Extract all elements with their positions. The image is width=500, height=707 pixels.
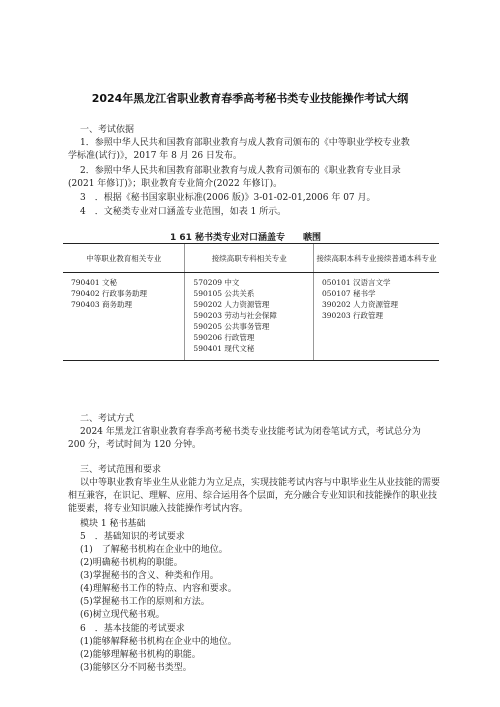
list-item: (5)掌握秘书工作的原则和方法。 [80,597,210,607]
list-item: (1) 了解秘书机构在企业中的地位。 [80,545,228,555]
section-1-heading: 一、考试依据 [80,125,135,135]
vocational-college-column [185,273,314,361]
list-item: (3)能够区分不同秘书类型。 [80,663,192,673]
list-item: 590401 现代文秘 [193,344,255,353]
basis-item-1-cont: 学标准(试行)》，2017 年 8 月 26 日发布。 [68,151,242,161]
header-undergraduate: 接续高职本科专业接续普通本科专业 [314,244,439,273]
list-item: (3)掌握秘书的含义、种类和作用。 [80,571,219,581]
list-item: (2)明确秘书机构的职能。 [80,558,183,568]
undergraduate-column [314,273,439,361]
list-item: 390203 行政管理 [322,311,384,320]
list-item: 790402 行政事务助理 [71,289,148,298]
list-item: 390202 人力资源管理 [322,300,399,309]
basis-item-3: 3 ．根据《秘书国家职业标准(2006 版)》3-01-02-01,2006 年 07 月。 [80,193,376,203]
list-item: (6)树立现代秘书观。 [80,610,165,620]
skill-requirements-heading: 6 ．基本技能的考试要求 [80,624,185,634]
list-item: 050101 汉语言文学 [322,278,391,287]
section-3-text: 以中等职业教育毕业生从业能力为立足点，实现技能考试内容与中职毕业生从业技能的需要相互兼容，在识记、理解、应用、综合运用各个层面，充分融合专业知识和技能操作的职业技能要素，将专业知识融入技能操作考试内容。 [68,478,441,514]
basis-item-2-cont: (2021 年修订)》；职业教育专业简介(2022 年修订)。 [68,179,283,189]
table-row [63,273,439,361]
list-item: (2)能够理解秘书机构的职能。 [80,650,201,660]
list-item: 790401 文秘 [71,278,118,287]
section-2-heading: 二、考试方式 [80,414,135,424]
section-3-heading: 三、考试范围和要求 [80,465,162,475]
basis-item-4: 4 ．文秘类专业对口涵盖专业范围，如表 1 所示。 [80,207,287,217]
document-title: 2024年黑龙江省职业教育春季高考秘书类专业技能操作考试大纲 [91,92,409,105]
list-item: 570209 中文 [193,278,240,287]
list-item: (4)理解秘书工作的特点、内容和要求。 [80,584,237,594]
header-vocational-college: 接续高职专科相关专业 [185,244,314,273]
list-item: 050107 秘书学 [322,289,376,298]
knowledge-requirements-heading: 5 ．基础知识的考试要求 [80,532,185,542]
list-item: 790403 商务助理 [71,300,133,309]
basis-item-1: 1．参照中华人民共和国教育部职业教育与成人教育司颁布的《中等职业学校专业教 [80,138,410,148]
table-caption: 1 61 秘书类专业对口涵盖专 嗾围 [170,233,322,243]
list-item: 590202 人力资源管理 [193,300,270,309]
header-secondary: 中等职业教育相关专业 [63,244,185,273]
section-2-text: 2024 年黑龙江省职业教育春季高考秘书类专业技能考试为闭卷笔试方式，考试总分为 200 分，考试时间为 120 分钟。 [68,427,421,450]
module-1-heading: 模块 1 秘书基础 [80,519,146,529]
list-item: 590205 公共事务管理 [193,322,270,331]
secondary-column [63,273,185,361]
basis-item-2: 2．参照中华人民共和国教育部职业教育与成人教育司颁布的《职业教育专业目录 [80,166,401,176]
list-item: 590105 公共关系 [193,289,255,298]
specialty-table [63,243,439,361]
list-item: (1)能够解释秘书机构在企业中的地位。 [80,637,237,647]
list-item: 590203 劳动与社会保障 [193,311,277,320]
list-item: 590206 行政管理 [193,333,255,342]
table-header-row [63,244,439,273]
